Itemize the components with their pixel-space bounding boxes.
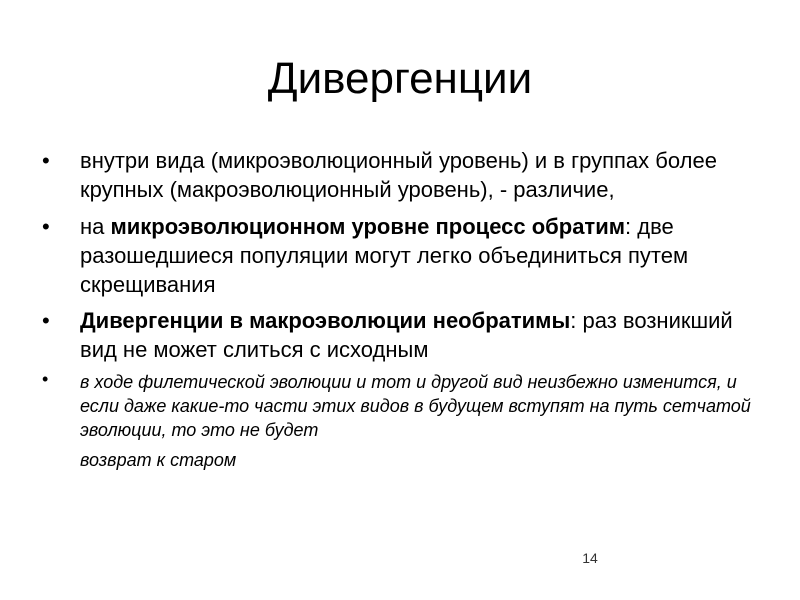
bullet-item (40, 306, 760, 364)
page-number: 14 (582, 550, 598, 566)
bullet-bold-text: микроэволюционном уровне процесс обратим (110, 214, 626, 239)
bullet-icon: • (42, 148, 50, 173)
bullet-icon: • (42, 369, 49, 389)
bullet-text-last-line: возврат к старом (80, 450, 237, 470)
bullet-icon: • (42, 308, 50, 333)
bullet-icon: • (42, 214, 50, 239)
bullet-item (40, 146, 760, 204)
bullet-prefix: на (80, 214, 111, 239)
bullet-text: в ходе филетической эволюции и тот и другой вид неизбежно изменится, и если даже какие-то части этих видов в будущем вступят на путь сетчатой эволюции, то это не будет (80, 372, 751, 440)
bullet-item (40, 212, 760, 299)
bullet-item (40, 370, 760, 472)
bullet-text: : две разошедшиеся популяции могут легко объединиться путем скрещивания (80, 214, 689, 297)
bullet-bold-text: Дивергенции в макроэволюции необратимы (80, 308, 571, 333)
bullet-list (40, 146, 760, 472)
bullet-text: : раз возникший вид не может слиться с исходным (80, 308, 733, 362)
bullet-text: внутри вида (микроэволюционный уровень) и в группах более крупных (макроэволюционный уровень), - различие, (80, 148, 717, 202)
slide-title: Дивергенции (267, 54, 533, 103)
